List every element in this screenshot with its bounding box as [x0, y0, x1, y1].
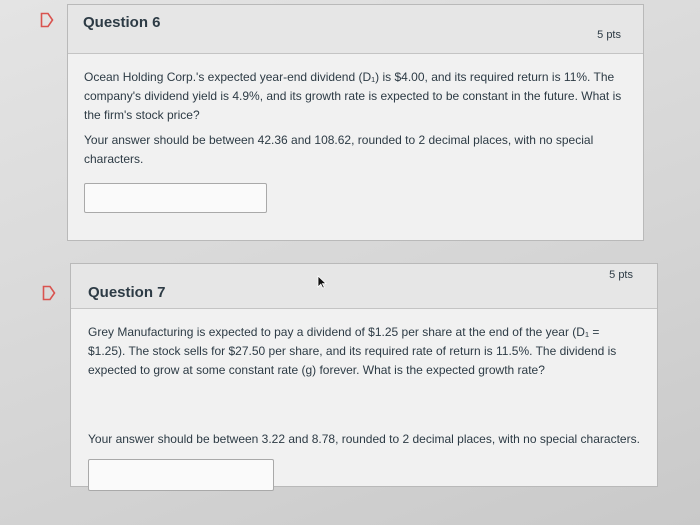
question-card [70, 263, 658, 487]
answer-input[interactable] [88, 459, 274, 491]
question-text-line: Grey Manufacturing is expected to pay a dividend of $1.25 per share at the end of the year (D₁ = [88, 325, 600, 339]
bookmark-flag-icon[interactable] [40, 12, 54, 28]
question-title: Question 6 [83, 14, 161, 31]
question-text-line: Ocean Holding Corp.'s expected year-end dividend (D₁) is $4.00, and its required return is 11%. The [84, 70, 615, 84]
question-points: 5 pts [609, 269, 633, 281]
answer-instructions [84, 131, 634, 169]
bookmark-flag-icon[interactable] [42, 285, 56, 301]
question-text-line: the firm's stock price? [84, 108, 200, 122]
instruction-line: characters. [84, 152, 144, 166]
answer-input[interactable] [84, 183, 267, 213]
question-text [84, 68, 634, 125]
question-card [67, 4, 644, 241]
question-text [88, 323, 648, 380]
question-title: Question 7 [88, 284, 166, 301]
instruction-line: Your answer should be between 42.36 and 108.62, rounded to 2 decimal places, with no special [84, 133, 594, 147]
answer-instructions [88, 430, 648, 449]
instruction-line: Your answer should be between 3.22 and 8.78, rounded to 2 decimal places, with no special characters. [88, 432, 640, 446]
question-points: 5 pts [597, 29, 621, 41]
question-text-line: expected to grow at some constant rate (g) forever. What is the expected growth rate? [88, 363, 545, 377]
question-text-line: company's dividend yield is 4.9%, and its growth rate is expected to be constant in the future. What is [84, 89, 622, 103]
mouse-pointer-icon [317, 275, 327, 294]
question-text-line: $1.25). The stock sells for $27.50 per share, and its required rate of return is 11.5%. The dividend is [88, 344, 617, 358]
